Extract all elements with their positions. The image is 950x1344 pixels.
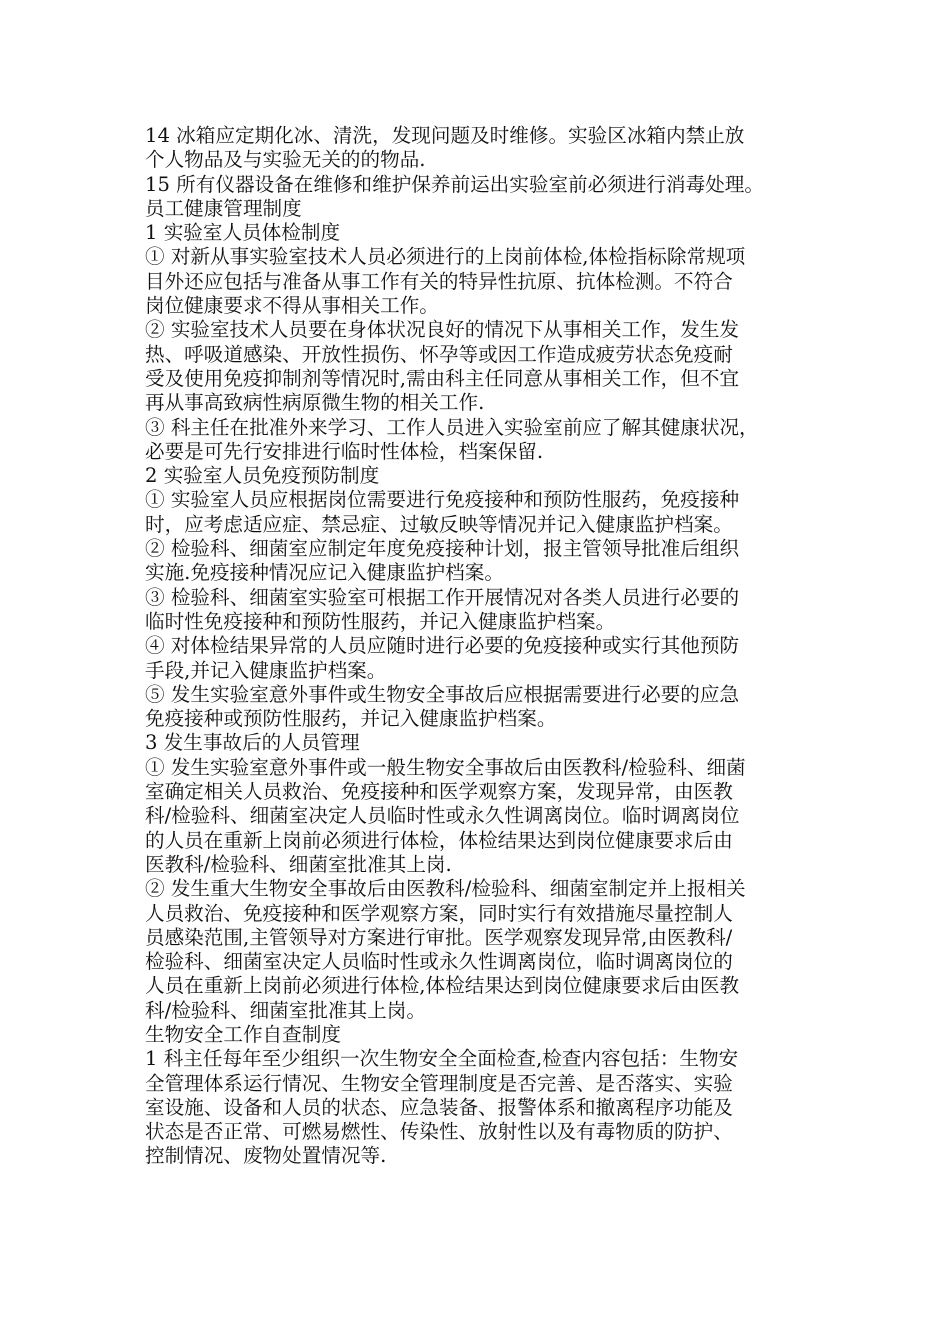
- text-line: 控制情况、废物处置情况等.: [145, 1144, 387, 1168]
- text-line: 1 实验室人员体检制度: [145, 221, 341, 245]
- text-line: 15 所有仪器设备在维修和维护保养前运出实验室前必须进行消毒处理。: [145, 172, 764, 196]
- text-line: 1 科主任每年至少组织一次生物安全全面检查,检查内容包括：生物安: [145, 1047, 739, 1071]
- text-line: 员感染范围,主管领导对方案进行审批。医学观察发现异常,由医教科/: [145, 925, 733, 949]
- text-line: 3 发生事故后的人员管理: [145, 731, 360, 755]
- text-line: ① 实验室人员应根据岗位需要进行免疫接种和预防性服药，免疫接种: [145, 488, 740, 512]
- text-line: ② 检验科、细菌室应制定年度免疫接种计划，报主管领导批准后组织: [145, 537, 740, 561]
- text-line: 生物安全工作自查制度: [145, 1022, 341, 1046]
- text-line: ② 发生重大生物安全事故后由医教科/检验科、细菌室制定并上报相关: [145, 877, 746, 901]
- text-line: 必要是可先行安排进行临时性体检，档案保留.: [145, 439, 544, 463]
- text-line: 人员在重新上岗前必须进行体检,体检结果达到岗位健康要求后由医教: [145, 974, 740, 998]
- text-line: 受及使用免疫抑制剂等情况时,需由科主任同意从事相关工作，但不宜: [145, 366, 740, 390]
- text-line: 手段,并记入健康监护档案。: [145, 658, 387, 682]
- text-line: 14 冰箱应定期化冰、清洗，发现问题及时维修。实验区冰箱内禁止放: [145, 124, 745, 147]
- text-line: ② 实验室技术人员要在身体状况良好的情况下从事相关工作，发生发: [145, 318, 740, 342]
- text-line: 人员救治、免疫接种和医学观察方案，同时实行有效措施尽量控制人: [145, 901, 733, 925]
- text-line: 的人员在重新上岗前必须进行体检，体检结果达到岗位健康要求后由: [145, 828, 733, 852]
- text-line: ③ 检验科、细菌室实验室可根据工作开展情况对各类人员进行必要的: [145, 585, 740, 609]
- document-body: [145, 124, 815, 1169]
- text-line: ① 发生实验室意外事件或一般生物安全事故后由医教科/检验科、细菌: [145, 755, 746, 779]
- text-line: 热、呼吸道感染、开放性损伤、怀孕等或因工作造成疲劳状态免疫耐: [145, 342, 733, 366]
- text-line: 再从事高致病性病原微生物的相关工作.: [145, 391, 485, 415]
- text-line: ④ 对体检结果异常的人员应随时进行必要的免疫接种或实行其他预防: [145, 634, 740, 658]
- text-line: 检验科、细菌室决定人员临时性或永久性调离岗位，临时调离岗位的: [145, 950, 733, 974]
- text-line: 医教科/检验科、细菌室批准其上岗.: [145, 852, 452, 876]
- text-line: 室确定相关人员救治、免疫接种和医学观察方案，发现异常，由医教: [145, 780, 733, 804]
- text-line: 员工健康管理制度: [145, 196, 302, 220]
- text-line: ③ 科主任在批准外来学习、工作人员进入实验室前应了解其健康状况，: [145, 415, 759, 439]
- text-line: 科/检验科、细菌室批准其上岗。: [145, 998, 426, 1022]
- text-line: 临时性免疫接种和预防性服药，并记入健康监护档案。: [145, 609, 616, 633]
- text-line: 室设施、设备和人员的状态、应急装备、报警体系和撤离程序功能及: [145, 1095, 733, 1119]
- text-line: 2 实验室人员免疫预防制度: [145, 464, 380, 488]
- text-line: 个人物品及与实验无关的的物品.: [145, 148, 426, 172]
- text-line: ① 对新从事实验室技术人员必须进行的上岗前体检,体检指标除常规项: [145, 245, 746, 269]
- text-line: 状态是否正常、可燃易燃性、传染性、放射性以及有毒物质的防护、: [145, 1120, 733, 1144]
- text-line: 全管理体系运行情况、生物安全管理制度是否完善、是否落实、实验: [145, 1071, 733, 1095]
- text-line: 免疫接种或预防性服药，并记入健康监护档案。: [145, 707, 557, 731]
- text-line: 科/检验科、细菌室决定人员临时性或永久性调离岗位。临时调离岗位: [145, 804, 740, 828]
- text-line: 实施.免疫接种情况应记入健康监护档案。: [145, 561, 504, 585]
- text-line: 目外还应包括与准备从事工作有关的特异性抗原、抗体检测。不符合: [145, 269, 733, 293]
- text-line: ⑤ 发生实验室意外事件或生物安全事故后应根据需要进行必要的应急: [145, 682, 740, 706]
- text-line: 岗位健康要求不得从事相关工作。: [145, 294, 439, 318]
- text-line: 时，应考虑适应症、禁忌症、过敏反映等情况并记入健康监护档案。: [145, 512, 733, 536]
